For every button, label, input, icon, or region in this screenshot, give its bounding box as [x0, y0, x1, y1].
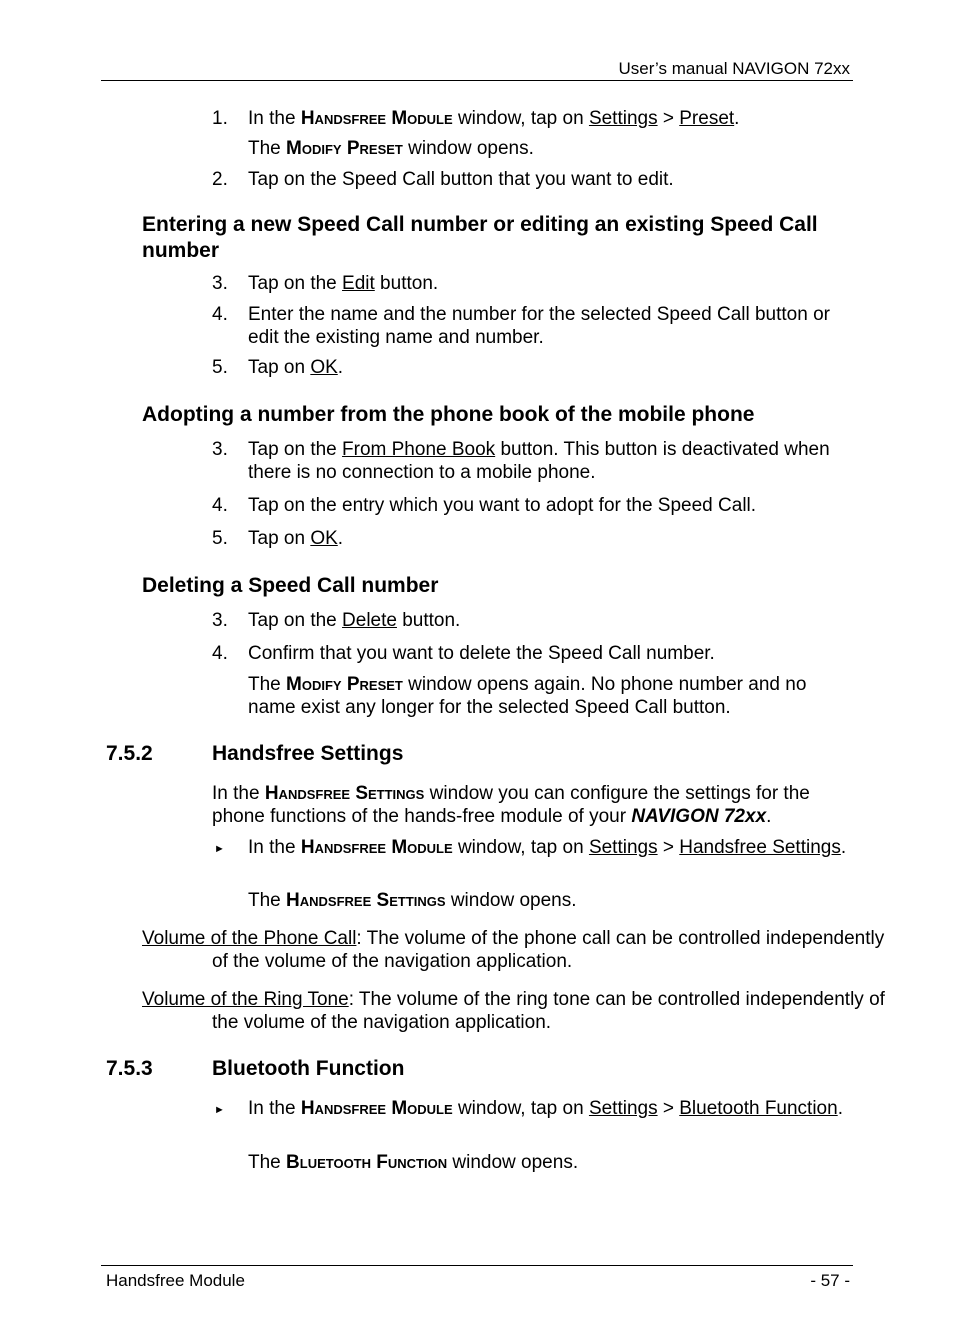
ok-link[interactable]: OK [310, 357, 338, 378]
product-name: NAVIGON 72xx [631, 806, 767, 827]
ok-link[interactable]: OK [310, 528, 338, 549]
step-5-adopt: Tap on OK. [248, 528, 344, 549]
bullet-result: The Handsfree Settings window opens. [248, 890, 577, 911]
step-number: 5. [212, 528, 228, 549]
page-number: - 57 - [810, 1271, 850, 1290]
settings-link[interactable]: Settings [588, 1098, 658, 1119]
bluetooth-function-link[interactable]: Bluetooth Function [679, 1098, 838, 1119]
step-number: 3. [212, 273, 228, 294]
step-4-adopt: Tap on the entry which you want to adopt for the Speed Call. [248, 495, 757, 516]
step-number: 2. [212, 169, 228, 190]
step-1-result: The Modify Preset window opens. [248, 138, 534, 159]
footer-rule [101, 1265, 853, 1266]
step-number: 4. [212, 643, 228, 664]
section-title: Handsfree Settings [212, 742, 404, 765]
section-intro: In the Handsfree Settings window you can configure the settings for the phone functions of the hands-free module of your NAVIGON 72xx. [212, 783, 810, 827]
step-number: 3. [212, 610, 228, 631]
step-4-delete-result: The Modify Preset window opens again. No phone number and no name exist any longer for the selected Speed Call button. [248, 674, 807, 718]
step-number: 5. [212, 357, 228, 378]
step-3-adopt: Tap on the From Phone Book button. This button is deactivated when there is no connection to a mobile phone. [248, 439, 830, 483]
section-heading-edit: Entering a new Speed Call number or editing an existing Speed Call number [142, 213, 818, 262]
section-number: 7.5.3 [106, 1057, 153, 1080]
page-header: User’s manual NAVIGON 72xx [618, 59, 850, 78]
section-heading-adopt: Adopting a number from the phone book of the mobile phone [142, 403, 755, 426]
step-number: 1. [212, 108, 228, 129]
bullet-result: The Bluetooth Function window opens. [248, 1152, 579, 1173]
step-number: 3. [212, 439, 228, 460]
phone-call-volume-term[interactable]: Volume of the Phone Call [142, 928, 357, 949]
from-phone-book-link[interactable]: From Phone Book [342, 439, 496, 460]
definition-ring-tone-volume: Volume of the Ring Tone: The volume of the ring tone can be controlled independently of the volume of the navigation application. [142, 989, 885, 1033]
settings-link[interactable]: Settings [588, 837, 658, 858]
step-1: In the Handsfree Module window, tap on Settings > Preset. [248, 108, 740, 129]
section-heading-delete: Deleting a Speed Call number [142, 574, 439, 597]
step-3-edit: Tap on the Edit button. [248, 273, 439, 294]
section-number: 7.5.2 [106, 742, 153, 765]
definition-phone-call-volume: Volume of the Phone Call: The volume of the phone call can be controlled independently of the volume of the navigation application. [142, 928, 885, 972]
settings-link[interactable]: Settings [588, 108, 658, 129]
footer-chapter: Handsfree Module [106, 1271, 245, 1290]
bullet-step: In the Handsfree Module window, tap on Settings > Bluetooth Function. [248, 1098, 843, 1119]
step-2: Tap on the Speed Call button that you want to edit. [248, 169, 674, 190]
step-number: 4. [212, 495, 228, 516]
preset-link[interactable]: Preset [679, 108, 735, 129]
step-3-delete: Tap on the Delete button. [248, 610, 461, 631]
step-4-edit: Enter the name and the number for the selected Speed Call button or edit the existing name and number. [248, 304, 830, 348]
ring-tone-volume-term[interactable]: Volume of the Ring Tone [142, 989, 349, 1010]
step-4-delete: Confirm that you want to delete the Speed Call number. [248, 643, 715, 664]
handsfree-settings-link[interactable]: Handsfree Settings [679, 837, 841, 858]
step-number: 4. [212, 304, 228, 325]
triangle-right-icon: ► [214, 843, 225, 855]
delete-link[interactable]: Delete [342, 610, 397, 631]
step-5-edit: Tap on OK. [248, 357, 344, 378]
triangle-right-icon: ► [214, 1104, 225, 1116]
header-rule [101, 80, 853, 81]
bullet-step: In the Handsfree Module window, tap on Settings > Handsfree Settings. [248, 837, 847, 858]
section-title: Bluetooth Function [212, 1057, 405, 1080]
edit-link[interactable]: Edit [342, 273, 375, 294]
